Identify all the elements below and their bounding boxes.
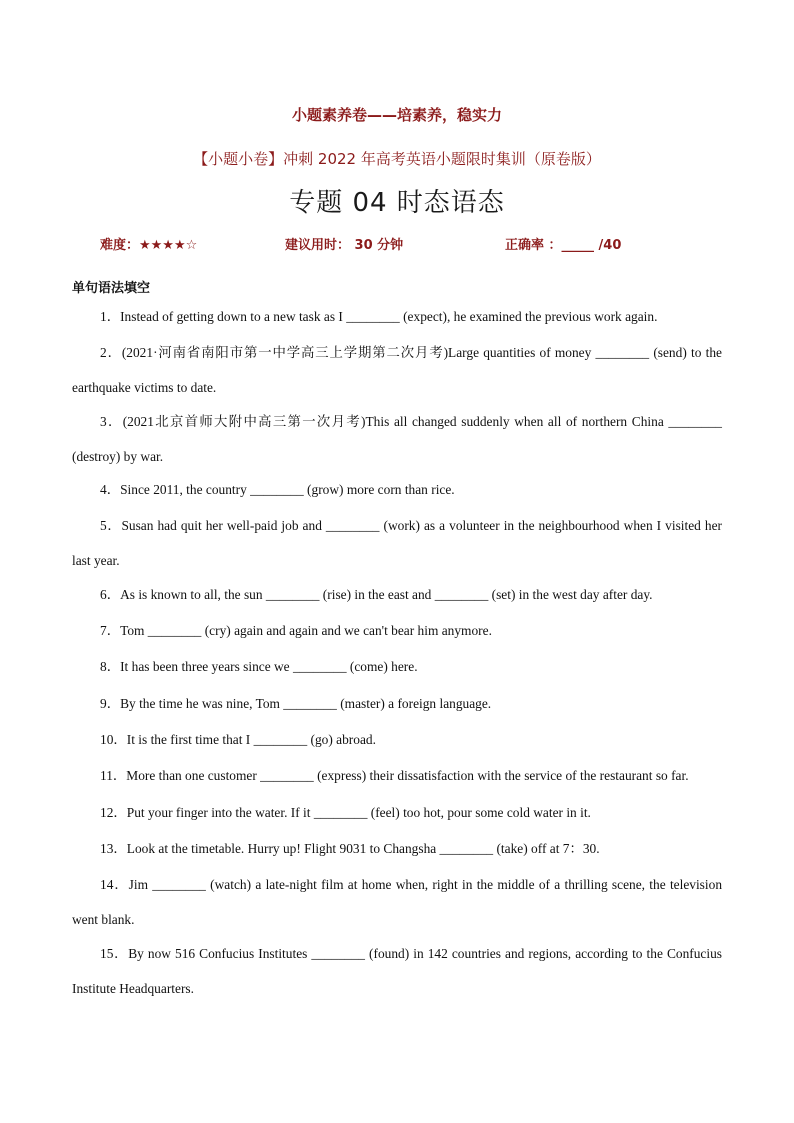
question-text: (2021·河南省南阳市第一中学高三上学期第二次月考)Large quantities of money ________ (send) to the earthquake victims to date. [72, 345, 722, 395]
question-item [72, 936, 722, 1006]
question-item [72, 722, 722, 757]
meta-row [100, 234, 700, 254]
question-number: 8． [100, 659, 121, 674]
document-subtitle: 【小题小卷】冲刺 2022 年高考英语小题限时集训（原卷版） [193, 150, 601, 168]
question-text: Jim ________ (watch) a late-night film at home when, right in the middle of a thrilling scene, the television went blank. [72, 877, 723, 927]
slogan-heading: 小题素养卷——培素养，稳实力 [291, 106, 502, 124]
question-text: Instead of getting down to a new task as I ________ (expect), he examined the previous work again. [120, 309, 658, 324]
question-text: It has been three years since we ________ (come) here. [120, 659, 418, 674]
question-number: 14． [100, 877, 129, 892]
section-title: 单句语法填空 [72, 281, 151, 296]
question-number: 13． [100, 841, 127, 856]
question-text: Since 2011, the country ________ (grow) more corn than rice. [120, 482, 455, 497]
question-item [72, 335, 722, 405]
question-item [72, 795, 722, 830]
question-number: 2． [100, 345, 122, 360]
question-text: It is the first time that I ________ (go) abroad. [126, 732, 376, 747]
question-item [72, 613, 722, 648]
suggested-time-label: 建议用时： 30 分钟 [285, 238, 404, 253]
question-number: 6． [100, 587, 121, 602]
question-number: 15． [100, 946, 129, 961]
question-number: 9． [100, 696, 121, 711]
question-item [72, 686, 722, 721]
question-number: 11． [100, 768, 127, 783]
question-item [72, 867, 722, 937]
question-item [72, 508, 722, 578]
difficulty-label: 难度：★★★★☆ [100, 238, 198, 253]
question-item [72, 299, 722, 334]
question-number: 4． [100, 482, 121, 497]
question-text: (2021北京首师大附中高三第一次月考)This all changed suddenly when all of northern China ________ (destroy) by war. [72, 414, 722, 464]
question-number: 1． [100, 309, 121, 324]
question-item [72, 577, 722, 612]
question-number: 3． [100, 414, 123, 429]
question-text: More than one customer ________ (express) their dissatisfaction with the service of the restaurant so far. [126, 768, 689, 783]
question-item [72, 404, 722, 474]
question-number: 12． [100, 805, 127, 820]
topic-title: 专题 04 时态语态 [289, 188, 505, 218]
question-text: Look at the timetable. Hurry up! Flight 9031 to Changsha ________ (take) off at 7：30. [126, 841, 600, 856]
question-item [72, 472, 722, 507]
question-number: 5． [100, 518, 122, 533]
question-number: 7． [100, 623, 121, 638]
accuracy-label: 正确率 ：_____ /40 [505, 238, 622, 253]
question-item [72, 649, 722, 684]
question-text: As is known to all, the sun ________ (rise) in the east and ________ (set) in the west day after day. [120, 587, 653, 602]
question-text: Susan had quit her well-paid job and ________ (work) as a volunteer in the neighbourhood when I visited her last year. [72, 518, 722, 568]
question-text: By now 516 Confucius Institutes ________ (found) in 142 countries and regions, according to the Confucius Institute Headquarters. [72, 946, 722, 996]
question-number: 10． [100, 732, 127, 747]
question-text: Put your finger into the water. If it ________ (feel) too hot, pour some cold water in it. [126, 805, 591, 820]
question-item [72, 758, 722, 793]
question-item [72, 831, 722, 866]
question-text: By the time he was nine, Tom ________ (master) a foreign language. [120, 696, 492, 711]
question-text: Tom ________ (cry) again and again and we can't bear him anymore. [120, 623, 492, 638]
